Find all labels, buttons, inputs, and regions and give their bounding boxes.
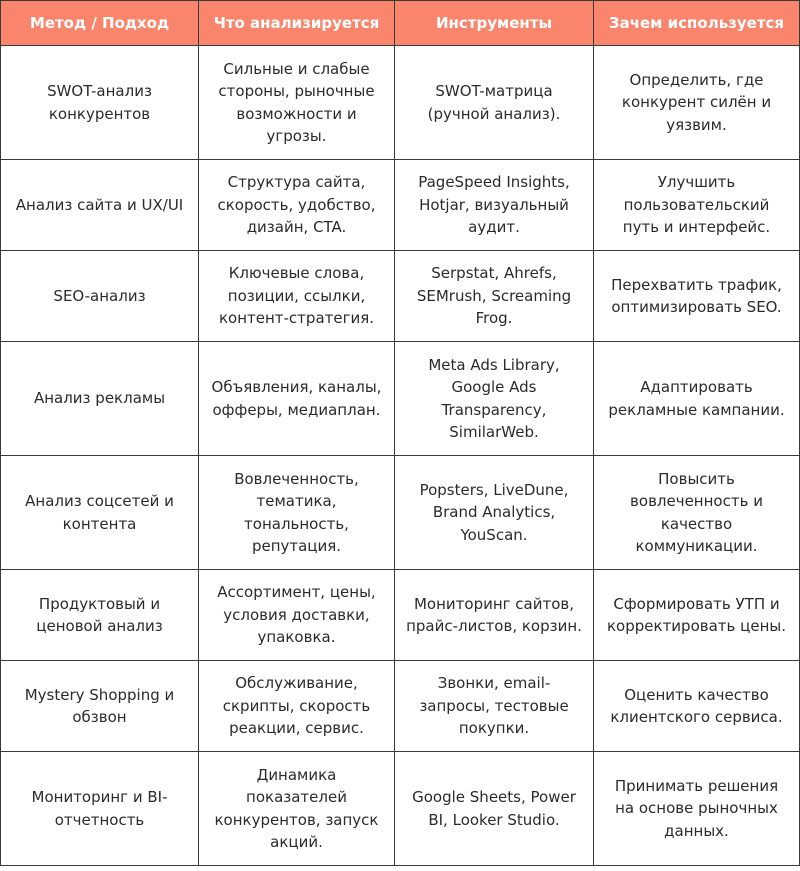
table-row bbox=[1, 160, 800, 251]
cell-purpose: Определить, где конкурент силён и уязвим. bbox=[594, 46, 800, 160]
cell-analyzed: Объявления, каналы, офферы, медиаплан. bbox=[199, 342, 395, 456]
cell-tools: Popsters, LiveDune, Brand Analytics, YouScan. bbox=[395, 456, 594, 570]
cell-purpose: Сформировать УТП и корректировать цены. bbox=[594, 570, 800, 661]
cell-tools: Serpstat, Ahrefs, SEMrush, Screaming Frog. bbox=[395, 251, 594, 342]
cell-method: Анализ рекламы bbox=[1, 342, 199, 456]
table-row bbox=[1, 661, 800, 752]
cell-method: Анализ соцсетей и контента bbox=[1, 456, 199, 570]
header-tools: Инструменты bbox=[395, 1, 594, 46]
cell-tools: Звонки, email-запросы, тестовые покупки. bbox=[395, 661, 594, 752]
cell-tools: Google Sheets, Power BI, Looker Studio. bbox=[395, 752, 594, 866]
cell-method: Mystery Shopping и обзвон bbox=[1, 661, 199, 752]
cell-purpose: Принимать решения на основе рыночных данных. bbox=[594, 752, 800, 866]
table-row bbox=[1, 251, 800, 342]
cell-tools: SWOT-матрица (ручной анализ). bbox=[395, 46, 594, 160]
cell-method: Анализ сайта и UX/UI bbox=[1, 160, 199, 251]
cell-purpose: Повысить вовлеченность и качество коммуникации. bbox=[594, 456, 800, 570]
header-method: Метод / Подход bbox=[1, 1, 199, 46]
table-row bbox=[1, 46, 800, 160]
cell-analyzed: Обслуживание, скрипты, скорость реакции, сервис. bbox=[199, 661, 395, 752]
cell-purpose: Адаптировать рекламные кампании. bbox=[594, 342, 800, 456]
cell-tools: Meta Ads Library, Google Ads Transparency, SimilarWeb. bbox=[395, 342, 594, 456]
cell-method: SWOT-анализ конкурентов bbox=[1, 46, 199, 160]
table-row bbox=[1, 570, 800, 661]
cell-purpose: Улучшить пользовательский путь и интерфейс. bbox=[594, 160, 800, 251]
cell-analyzed: Ассортимент, цены, условия доставки, упаковка. bbox=[199, 570, 395, 661]
cell-analyzed: Ключевые слова, позиции, ссылки, контент-стратегия. bbox=[199, 251, 395, 342]
cell-purpose: Перехватить трафик, оптимизировать SEO. bbox=[594, 251, 800, 342]
header-purpose: Зачем используется bbox=[594, 1, 800, 46]
header-row bbox=[1, 1, 800, 46]
cell-analyzed: Сильные и слабые стороны, рыночные возможности и угрозы. bbox=[199, 46, 395, 160]
cell-analyzed: Структура сайта, скорость, удобство, дизайн, CTA. bbox=[199, 160, 395, 251]
cell-purpose: Оценить качество клиентского сервиса. bbox=[594, 661, 800, 752]
cell-method: Мониторинг и BI-отчетность bbox=[1, 752, 199, 866]
table-row bbox=[1, 342, 800, 456]
header-analyzed: Что анализируется bbox=[199, 1, 395, 46]
cell-analyzed: Вовлеченность, тематика, тональность, репутация. bbox=[199, 456, 395, 570]
cell-method: SEO-анализ bbox=[1, 251, 199, 342]
cell-method: Продуктовый и ценовой анализ bbox=[1, 570, 199, 661]
cell-tools: Мониторинг сайтов, прайс-листов, корзин. bbox=[395, 570, 594, 661]
cell-analyzed: Динамика показателей конкурентов, запуск акций. bbox=[199, 752, 395, 866]
table-row bbox=[1, 456, 800, 570]
table-row bbox=[1, 752, 800, 866]
cell-tools: PageSpeed Insights, Hotjar, визуальный аудит. bbox=[395, 160, 594, 251]
